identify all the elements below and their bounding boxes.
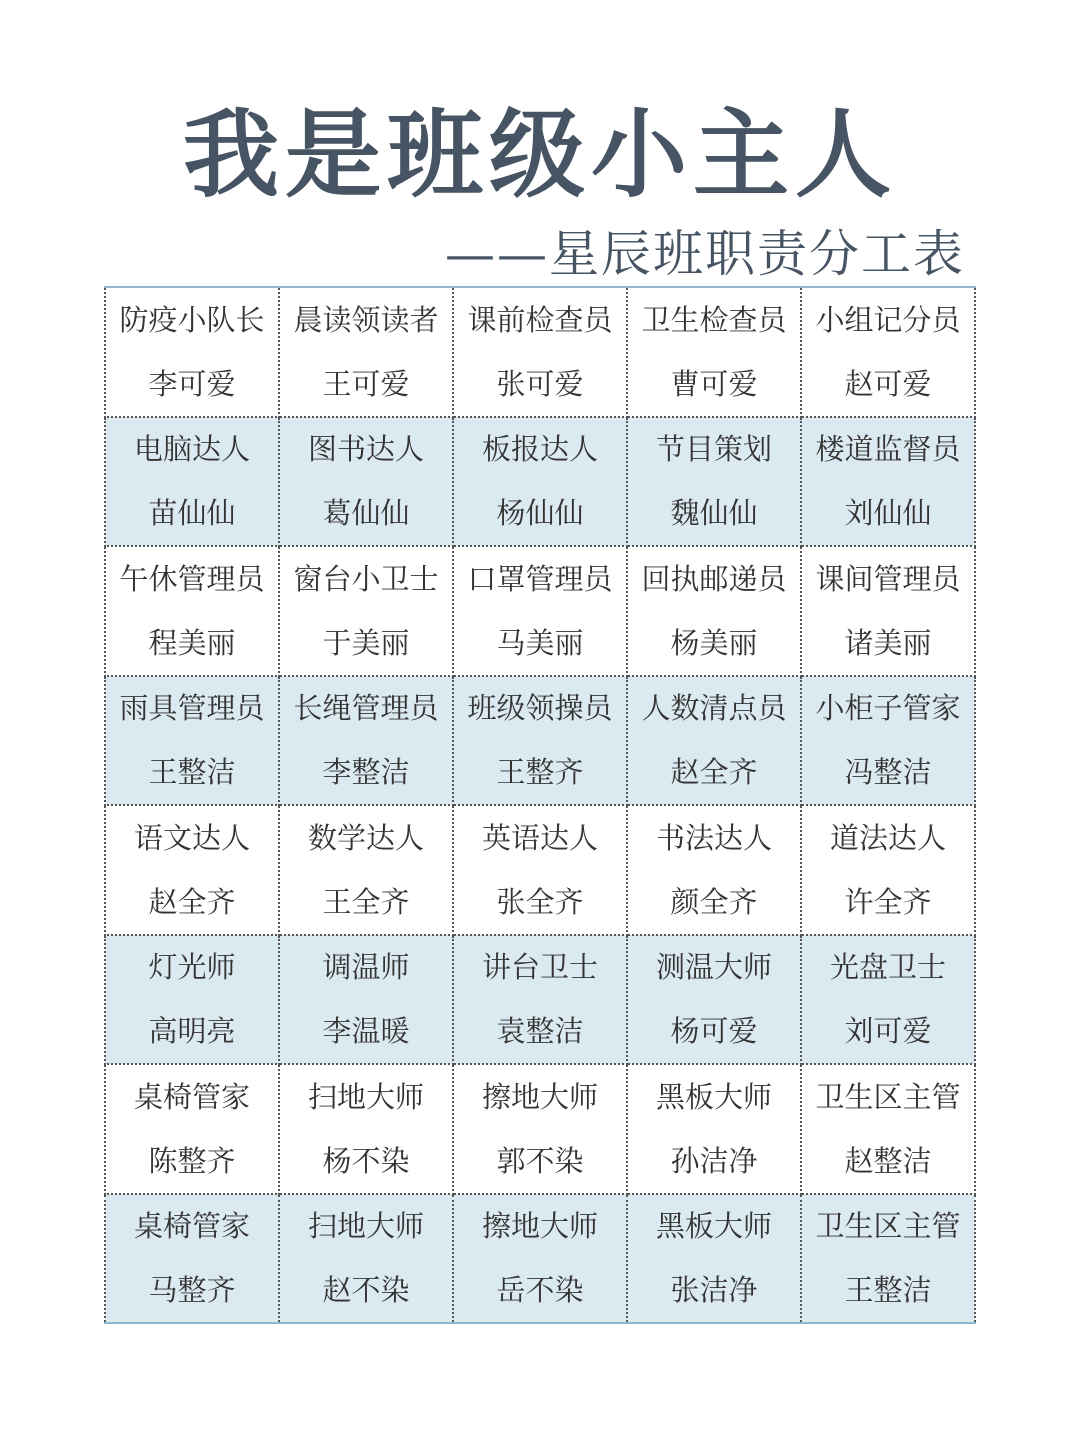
role-label: 扫地大师: [307, 1209, 424, 1244]
student-name: 高明亮: [148, 1014, 236, 1049]
table-cell: [453, 805, 627, 935]
student-name: 杨可爱: [670, 1014, 758, 1049]
table-cell: [453, 1194, 627, 1324]
page-subtitle: ——星辰班职责分工表: [445, 225, 965, 283]
student-name: 王整洁: [148, 755, 236, 790]
student-name: 赵可爱: [844, 366, 932, 401]
role-label: 书法达人: [655, 820, 772, 855]
table-row: [105, 417, 975, 547]
role-label: 回执邮递员: [641, 561, 787, 596]
duty-table: [104, 286, 976, 1324]
table-cell: [279, 1194, 453, 1324]
role-label: 擦地大师: [481, 1079, 598, 1114]
table-cell: [105, 546, 279, 676]
table-cell: [105, 935, 279, 1065]
student-name: 赵整洁: [844, 1143, 932, 1178]
table-cell: [279, 676, 453, 806]
student-name: 王整齐: [496, 755, 584, 790]
role-label: 测温大师: [655, 950, 772, 985]
role-label: 黑板大师: [655, 1079, 772, 1114]
table-cell: [627, 1064, 801, 1194]
duty-table-body: [105, 287, 975, 1323]
role-label: 英语达人: [481, 820, 598, 855]
role-label: 板报达人: [481, 432, 598, 467]
student-name: 李可爱: [148, 366, 236, 401]
student-name: 王可爱: [322, 366, 410, 401]
table-cell: [627, 546, 801, 676]
role-label: 卫生检查员: [641, 302, 787, 337]
table-cell: [453, 676, 627, 806]
table-cell: [279, 1064, 453, 1194]
role-label: 楼道监督员: [815, 432, 961, 467]
role-label: 晨读领读者: [293, 302, 439, 337]
student-name: 赵不染: [322, 1273, 410, 1308]
role-label: 擦地大师: [481, 1209, 598, 1244]
role-label: 长绳管理员: [293, 691, 439, 726]
student-name: 刘仙仙: [844, 496, 932, 531]
role-label: 口罩管理员: [467, 561, 613, 596]
role-label: 人数清点员: [641, 691, 787, 726]
role-label: 防疫小队长: [119, 302, 265, 337]
student-name: 陈整齐: [148, 1143, 236, 1178]
student-name: 郭不染: [496, 1143, 584, 1178]
role-label: 扫地大师: [307, 1079, 424, 1114]
table-cell: [801, 1064, 975, 1194]
table-cell: [279, 546, 453, 676]
student-name: 冯整洁: [844, 755, 932, 790]
table-row: [105, 1064, 975, 1194]
student-name: 袁整洁: [496, 1014, 584, 1049]
role-label: 调温师: [322, 950, 410, 985]
table-row: [105, 287, 975, 417]
role-label: 光盘卫士: [829, 950, 946, 985]
role-label: 卫生区主管: [815, 1209, 961, 1244]
student-name: 李整洁: [322, 755, 410, 790]
table-cell: [105, 1064, 279, 1194]
table-row: [105, 1194, 975, 1324]
table-cell: [801, 546, 975, 676]
student-name: 葛仙仙: [322, 496, 410, 531]
student-name: 张全齐: [496, 884, 584, 919]
student-name: 程美丽: [148, 625, 236, 660]
student-name: 杨美丽: [670, 625, 758, 660]
table-cell: [105, 417, 279, 547]
role-label: 灯光师: [148, 950, 236, 985]
table-cell: [627, 676, 801, 806]
student-name: 马美丽: [496, 625, 584, 660]
table-cell: [279, 417, 453, 547]
table-cell: [627, 1194, 801, 1324]
role-label: 课前检查员: [467, 302, 613, 337]
student-name: 杨不染: [322, 1143, 410, 1178]
table-cell: [801, 1194, 975, 1324]
student-name: 王整洁: [844, 1273, 932, 1308]
table-cell: [627, 287, 801, 417]
student-name: 魏仙仙: [670, 496, 758, 531]
student-name: 杨仙仙: [496, 496, 584, 531]
table-cell: [627, 417, 801, 547]
role-label: 讲台卫士: [481, 950, 598, 985]
student-name: 于美丽: [322, 625, 410, 660]
table-cell: [453, 417, 627, 547]
page-title: 我是班级小主人: [183, 99, 897, 211]
role-label: 数学达人: [307, 820, 424, 855]
role-label: 桌椅管家: [133, 1209, 250, 1244]
table-cell: [279, 287, 453, 417]
student-name: 张可爱: [496, 366, 584, 401]
table-row: [105, 546, 975, 676]
role-label: 道法达人: [829, 820, 946, 855]
student-name: 许全齐: [844, 884, 932, 919]
role-label: 窗台小卫士: [293, 561, 439, 596]
student-name: 王全齐: [322, 884, 410, 919]
student-name: 苗仙仙: [148, 496, 236, 531]
student-name: 孙洁净: [670, 1143, 758, 1178]
role-label: 语文达人: [133, 820, 250, 855]
role-label: 午休管理员: [119, 561, 265, 596]
table-cell: [801, 935, 975, 1065]
student-name: 赵全齐: [670, 755, 758, 790]
table-row: [105, 805, 975, 935]
table-cell: [105, 287, 279, 417]
student-name: 张洁净: [670, 1273, 758, 1308]
role-label: 小组记分员: [815, 302, 961, 337]
table-cell: [453, 935, 627, 1065]
role-label: 课间管理员: [815, 561, 961, 596]
student-name: 诸美丽: [844, 625, 932, 660]
table-cell: [801, 805, 975, 935]
student-name: 曹可爱: [670, 366, 758, 401]
student-name: 李温暖: [322, 1014, 410, 1049]
table-cell: [105, 676, 279, 806]
student-name: 马整齐: [148, 1273, 236, 1308]
table-cell: [105, 1194, 279, 1324]
table-cell: [801, 417, 975, 547]
table-cell: [801, 287, 975, 417]
role-label: 图书达人: [307, 432, 424, 467]
table-cell: [105, 805, 279, 935]
student-name: 刘可爱: [844, 1014, 932, 1049]
table-row: [105, 935, 975, 1065]
table-cell: [279, 805, 453, 935]
role-label: 节目策划: [655, 432, 772, 467]
table-cell: [801, 676, 975, 806]
role-label: 班级领操员: [467, 691, 613, 726]
role-label: 电脑达人: [133, 432, 250, 467]
role-label: 小柜子管家: [815, 691, 961, 726]
role-label: 桌椅管家: [133, 1079, 250, 1114]
table-cell: [453, 546, 627, 676]
student-name: 颜全齐: [670, 884, 758, 919]
role-label: 雨具管理员: [119, 691, 265, 726]
table-cell: [279, 935, 453, 1065]
student-name: 岳不染: [496, 1273, 584, 1308]
table-cell: [453, 287, 627, 417]
table-row: [105, 676, 975, 806]
table-cell: [627, 935, 801, 1065]
role-label: 黑板大师: [655, 1209, 772, 1244]
student-name: 赵全齐: [148, 884, 236, 919]
table-cell: [627, 805, 801, 935]
table-cell: [453, 1064, 627, 1194]
role-label: 卫生区主管: [815, 1079, 961, 1114]
